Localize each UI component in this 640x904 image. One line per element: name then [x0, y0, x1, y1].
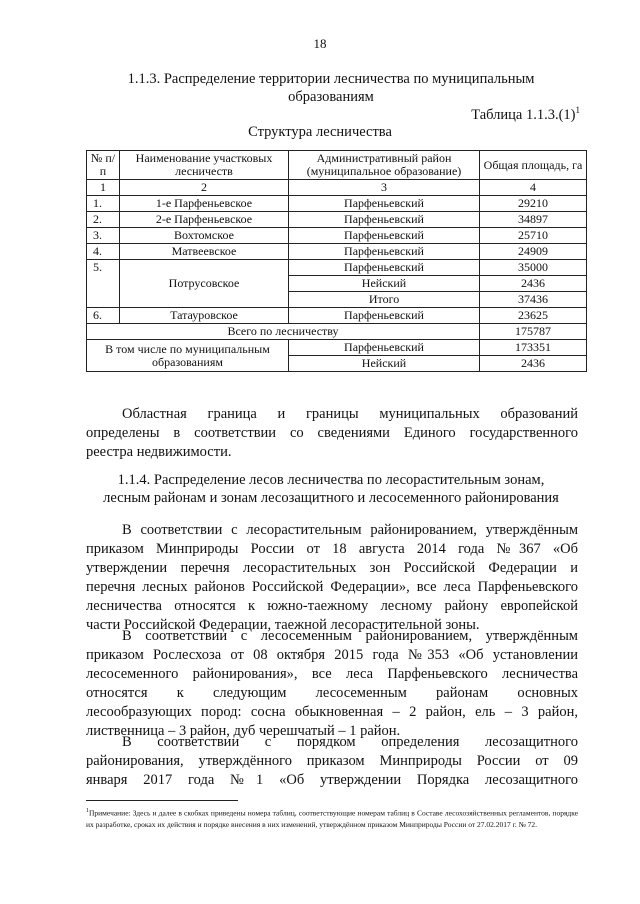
forestry-name: Потрусовское	[120, 260, 289, 308]
index-cell: 3	[289, 180, 480, 196]
paragraph-line: В соответствии с лесосеменным районированием, утверждённым	[122, 628, 578, 644]
row-number: 2.	[87, 212, 120, 228]
area-value: 34897	[480, 212, 587, 228]
row-number: 5.	[87, 260, 120, 308]
area-value: 173351	[480, 340, 587, 356]
district-name: Нейский	[289, 276, 480, 292]
paragraph-line: лиственница – 3 район, дуб черешчатый – 1 район.	[86, 723, 401, 739]
table-header-row	[87, 151, 587, 180]
district-name: Парфеньевский	[289, 260, 480, 276]
table-row	[87, 196, 587, 212]
row-number: 4.	[87, 244, 120, 260]
area-value: 35000	[480, 260, 587, 276]
section-title-1-1-4	[76, 471, 586, 507]
forestry-name: Вохтомское	[120, 228, 289, 244]
section-title-line-2: лесным районам и зонам лесозащитного и лесосеменного районирования	[103, 490, 559, 506]
table-title: Структура лесничества	[248, 124, 392, 140]
page-number: 18	[313, 36, 327, 51]
section-title-1-1-3	[96, 70, 566, 106]
table-row	[87, 308, 587, 324]
index-cell: 2	[120, 180, 289, 196]
table-municipal-row	[87, 340, 587, 356]
municipal-label: В том числе по муниципальным образованиям	[87, 340, 289, 372]
paragraph-line: Областная граница и границы муниципальных образований	[122, 406, 578, 422]
paragraph-protection-zoning	[86, 733, 578, 790]
paragraph-line: лесничества относятся к южно-таежному лесному району европейской	[86, 598, 578, 614]
footnote	[86, 806, 578, 830]
row-number: 1.	[87, 196, 120, 212]
paragraph-line: районирования, утверждённого приказом Минприроды России от 09	[86, 753, 578, 769]
forestry-name: Матвеевское	[120, 244, 289, 260]
paragraph-line: перечня лесных районов Российской Федерации», все леса Парфеньевского	[86, 579, 578, 595]
header-cell: № п/п	[87, 151, 120, 180]
section-title-line-1: 1.1.3. Распределение территории лесничества по муниципальным	[127, 71, 535, 87]
table-row	[87, 244, 587, 260]
paragraph-line: реестра недвижимости.	[86, 444, 232, 460]
paragraph-line: лесообразующих пород: сосна обыкновенная – 2 район, ель – 3 район,	[86, 704, 578, 720]
paragraph-line: приказом Рослесхоза от 08 октября 2015 года №353 «Об установлении	[86, 647, 578, 663]
footnote-ref: 1	[575, 105, 580, 115]
table-row	[87, 260, 587, 276]
area-value: 25710	[480, 228, 587, 244]
table-row	[87, 228, 587, 244]
paragraph-line: утверждении перечня лесорастительных зон Российской Федерации и	[86, 560, 578, 576]
total-label: Всего по лесничеству	[87, 324, 480, 340]
district-name: Парфеньевский	[289, 244, 480, 260]
section-title-line-2: образованиям	[288, 89, 374, 105]
area-value: 2436	[480, 276, 587, 292]
footnote-text: Примечание: Здесь и далее в скобках приведены номера таблиц, соответствующие номерам таблиц в Составе лесохозяйственных регламентов, порядке их разработке, сроках их действия и порядке внесения в них изменений, утверждённом приказом Минприроды России от 27.02.2017 г. № 72.	[86, 808, 578, 829]
section-title-line-1: 1.1.4. Распределение лесов лесничества по лесорастительным зонам,	[117, 472, 545, 488]
forestry-name: 2-е Парфеньевское	[120, 212, 289, 228]
row-number: 6.	[87, 308, 120, 324]
forestry-structure-table	[86, 150, 587, 372]
footnote-mark: 1	[86, 808, 89, 814]
table-index-row	[87, 180, 587, 196]
paragraph-line: лесосеменного районирования», все леса Парфеньевского лесничества	[86, 666, 578, 682]
table-caption-text: Таблица 1.1.3.(1)	[471, 106, 576, 123]
table-row	[87, 212, 587, 228]
paragraph-line: приказом Минприроды России от 18 августа 2014 года №367 «Об	[86, 541, 578, 557]
district-name: Парфеньевский	[289, 212, 480, 228]
forestry-name: Татауровское	[120, 308, 289, 324]
row-number: 3.	[87, 228, 120, 244]
district-name: Парфеньевский	[289, 308, 480, 324]
paragraph-line: определены в соответствии со сведениями Единого государственного	[86, 425, 578, 441]
forestry-name: 1-е Парфеньевское	[120, 196, 289, 212]
paragraph-line: части Российской Федерации, таежной лесорастительной зоны.	[86, 617, 480, 633]
paragraph-line: В соответствии с порядком определения лесозащитного	[122, 734, 578, 750]
total-area-value: 175787	[480, 324, 587, 340]
paragraph-boundaries	[86, 405, 578, 462]
district-name: Парфеньевский	[289, 196, 480, 212]
area-value: 29210	[480, 196, 587, 212]
paragraph-forest-zoning	[86, 521, 578, 635]
subtotal-label: Итого	[289, 292, 480, 308]
district-name: Парфеньевский	[289, 340, 480, 356]
paragraph-seed-zoning	[86, 627, 578, 741]
paragraph-line: относятся к следующим лесосеменным районам основных	[86, 685, 578, 701]
header-cell: Наименование участковых лесничеств	[120, 151, 289, 180]
district-name: Нейский	[289, 356, 480, 372]
paragraph-line: В соответствии с лесорастительным районированием, утверждённым	[122, 522, 578, 538]
header-cell: Административный район (муниципальное образование)	[289, 151, 480, 180]
table-caption	[471, 105, 580, 124]
area-value: 37436	[480, 292, 587, 308]
area-value: 24909	[480, 244, 587, 260]
footnote-divider	[86, 800, 238, 801]
district-name: Парфеньевский	[289, 228, 480, 244]
index-cell: 4	[480, 180, 587, 196]
paragraph-line: января 2017 года №1 «Об утверждении Порядка лесозащитного	[86, 772, 578, 788]
index-cell: 1	[87, 180, 120, 196]
area-value: 2436	[480, 356, 587, 372]
table-total-row	[87, 324, 587, 340]
area-value: 23625	[480, 308, 587, 324]
header-cell: Общая площадь, га	[480, 151, 587, 180]
